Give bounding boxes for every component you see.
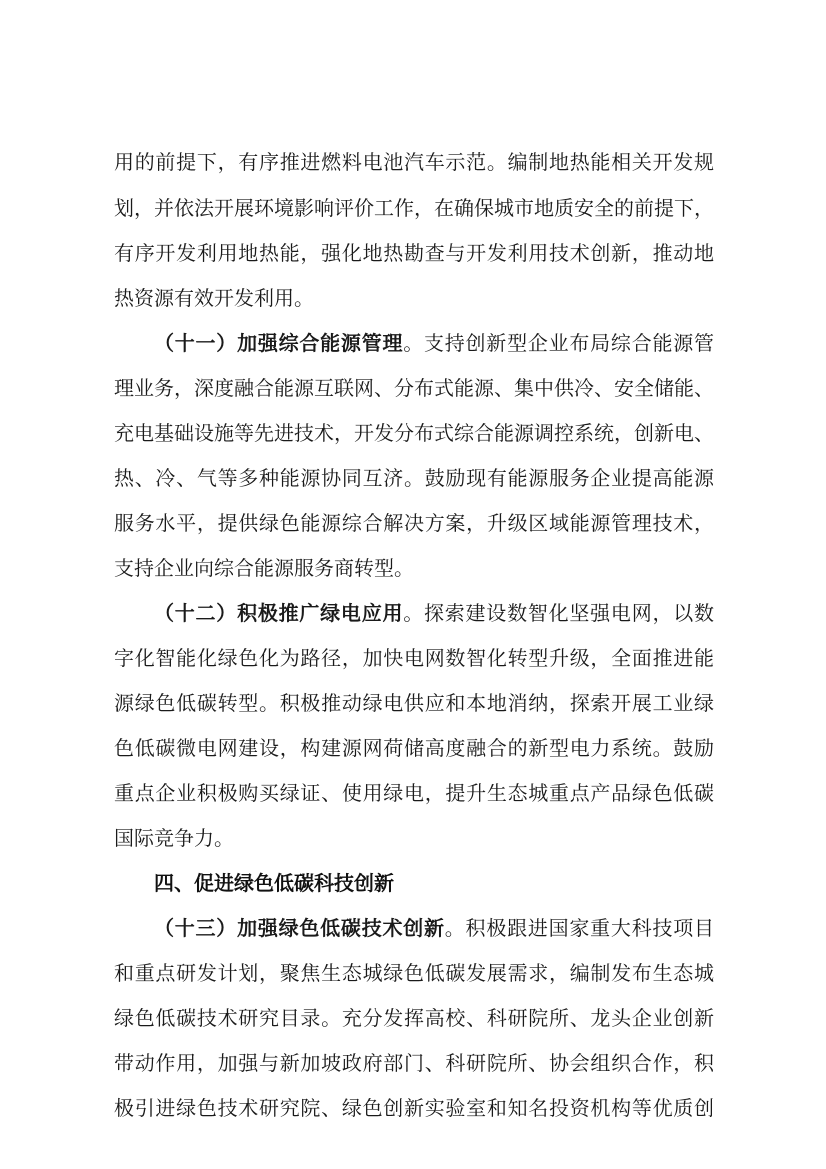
body-text-line: 热资源有效开发利用。 [114,286,314,310]
body-text-line: 支持企业向综合能源服务商转型。 [114,556,414,580]
body-text-line: 带动作用，加强与新加坡政府部门、科研院所、协会组织合作，积 [114,1051,714,1075]
subsection-heading: （十二）积极推广绿电应用 [154,601,404,625]
body-text: 。探索建设数智化坚强电网，以数 [403,601,714,625]
body-text-line: 和重点研发计划，聚焦生态城绿色低碳发展需求，编制发布生态城 [114,961,714,985]
body-text-line: 有序开发利用地热能，强化地热勘查与开发利用技术创新，推动地 [114,241,714,265]
paragraph-first-line [154,908,714,948]
body-text-line: 绿色低碳技术研究目录。充分发挥高校、科研院所、龙头企业创新 [114,1006,714,1030]
subsection-heading: （十三）加强绿色低碳技术创新 [154,916,445,940]
body-text: 。积极跟进国家重大科技项目 [444,916,714,940]
body-text-line: 服务水平，提供绿色能源综合解决方案，升级区域能源管理技术， [114,511,714,535]
body-text-line: 充电基础设施等先进技术，开发分布式综合能源调控系统，创新电、 [114,421,714,445]
body-text-line: 热、冷、气等多种能源协同互济。鼓励现有能源服务企业提高能源 [114,466,714,490]
paragraph-first-line [154,323,714,363]
body-text-line: 色低碳微电网建设，构建源网荷储高度融合的新型电力系统。鼓励 [114,736,714,760]
body-text-line: 字化智能化绿色化为路径，加快电网数智化转型升级，全面推进能 [114,646,714,670]
body-text-line: 用的前提下，有序推进燃料电池汽车示范。编制地热能相关开发规 [114,150,714,174]
body-text-line: 源绿色低碳转型。积极推动绿电供应和本地消纳，探索开展工业绿 [114,691,714,715]
body-text-line: 划，并依法开展环境影响评价工作，在确保城市地质安全的前提下， [114,196,714,220]
body-text: 。支持创新型企业布局综合能源管 [403,331,714,355]
body-text-line: 极引进绿色技术研究院、绿色创新实验室和知名投资机构等优质创 [114,1096,714,1120]
body-text-line: 国际竞争力。 [114,826,234,850]
body-text-line: 理业务，深度融合能源互联网、分布式能源、集中供冷、安全储能、 [114,376,714,400]
section-heading: 四、促进绿色低碳科技创新 [154,871,394,895]
body-text-line: 重点企业积极购买绿证、使用绿电，提升生态城重点产品绿色低碳 [114,781,714,805]
subsection-heading: （十一）加强综合能源管理 [154,331,404,355]
paragraph-first-line [154,593,714,633]
